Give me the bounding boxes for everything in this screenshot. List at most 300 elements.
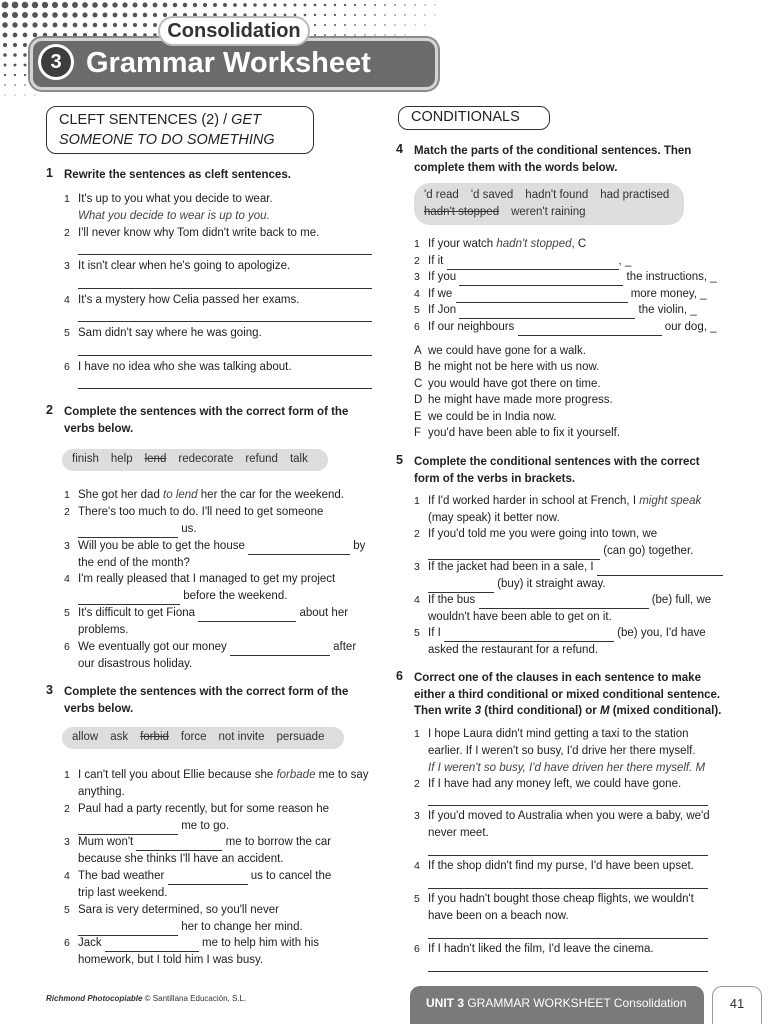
- word-option: weren't raining: [511, 206, 586, 218]
- halftone-dot: [143, 23, 147, 27]
- halftone-dot: [183, 3, 187, 7]
- halftone-dot: [384, 14, 386, 16]
- halftone-dot: [4, 94, 5, 95]
- unit-description: GRAMMAR WORKSHEET Consolidation: [464, 996, 687, 1010]
- halftone-dot: [344, 34, 346, 36]
- instruction-line: (mixed conditional).: [609, 705, 722, 717]
- item-text: have been on a beach now.: [428, 910, 569, 922]
- halftone-dot: [32, 12, 38, 18]
- exercise-instruction: [414, 670, 721, 720]
- answer-blank[interactable]: [248, 543, 350, 555]
- list-item: [414, 319, 734, 336]
- item-text: She got her dad: [78, 489, 164, 501]
- halftone-dot: [263, 3, 266, 6]
- item-text: If Jon: [428, 304, 457, 316]
- instruction-line: Match the parts of the conditional sentences. Then: [414, 145, 692, 157]
- list-item: [64, 325, 374, 342]
- item-number: 1: [414, 728, 420, 740]
- halftone-dot: [43, 33, 47, 37]
- halftone-dot: [334, 14, 336, 16]
- halftone-dot: [304, 14, 307, 17]
- word-option: allow: [72, 731, 99, 743]
- word-option: 'd read: [424, 189, 459, 201]
- item-text: It's a mystery how Celia passed her exams.: [78, 294, 300, 306]
- answer-line[interactable]: [78, 355, 372, 356]
- item-letter: D: [414, 394, 423, 406]
- halftone-dot: [424, 4, 425, 5]
- item-number: 4: [414, 594, 420, 606]
- halftone-dot: [103, 13, 108, 18]
- item-number: 5: [414, 627, 420, 639]
- word-option: had practised: [600, 189, 670, 201]
- item-text: I can't tell you about Ellie because she: [78, 769, 277, 781]
- item-number: 6: [64, 937, 70, 949]
- item-number: 4: [414, 860, 420, 872]
- answer-line[interactable]: [428, 938, 708, 939]
- halftone-dot: [73, 33, 77, 37]
- item-text: The bad weather: [78, 870, 165, 882]
- item-text: me to borrow the car: [222, 836, 332, 848]
- halftone-dot: [344, 24, 346, 26]
- halftone-dot: [354, 4, 356, 6]
- halftone-dot: [23, 43, 27, 47]
- halftone-dot: [193, 3, 197, 7]
- list-item: [64, 225, 374, 242]
- halftone-dot: [354, 24, 356, 26]
- item-number: 2: [414, 255, 420, 267]
- halftone-dot: [53, 23, 58, 28]
- item-number: 4: [64, 870, 70, 882]
- halftone-dot: [384, 34, 385, 35]
- list-item: [64, 359, 374, 376]
- list-item: [64, 639, 374, 673]
- halftone-dot: [394, 24, 395, 25]
- word-option-struck: hadn't stopped: [424, 206, 500, 218]
- section-heading-italic-1: GET: [231, 112, 261, 128]
- halftone-dot: [122, 2, 127, 7]
- instruction-line: (third conditional) or: [481, 705, 600, 717]
- item-text: the violin, _: [635, 304, 697, 316]
- halftone-dot: [273, 3, 276, 6]
- halftone-dot: [4, 84, 6, 86]
- instruction-line: either a third conditional or mixed conditional sentence.: [414, 688, 721, 701]
- halftone-dot: [33, 33, 38, 38]
- halftone-dot: [103, 23, 107, 27]
- list-item: [64, 571, 374, 605]
- halftone-dot: [113, 13, 118, 18]
- word-option-struck: lend: [144, 453, 167, 465]
- halftone-dot: [3, 53, 7, 57]
- answer-line[interactable]: [78, 288, 372, 289]
- item-text: If it: [428, 255, 444, 267]
- halftone-dot: [93, 33, 97, 37]
- list-item: [414, 359, 734, 376]
- halftone-dot: [123, 33, 127, 37]
- item-text: If the bus: [428, 594, 476, 606]
- item-text: we could have gone for a walk.: [428, 345, 586, 357]
- halftone-dot: [414, 4, 415, 5]
- item-text: anything.: [78, 786, 125, 798]
- answer-blank[interactable]: [230, 644, 330, 656]
- item-text: It's up to you what you decide to wear.: [78, 193, 273, 205]
- halftone-dot: [24, 94, 25, 95]
- example-answer: to lend: [163, 489, 198, 501]
- list-item: [64, 504, 374, 538]
- word-box: [62, 727, 344, 749]
- item-text: (may speak) it better now.: [428, 512, 560, 524]
- halftone-dot: [223, 3, 227, 7]
- item-text: (can go) together.: [600, 545, 694, 557]
- answer-blank[interactable]: [447, 258, 619, 270]
- halftone-dot: [394, 4, 396, 6]
- halftone-dot: [424, 24, 425, 25]
- instruction-italic: M: [599, 705, 610, 717]
- item-text: If I'd worked harder in school at French, I: [428, 495, 640, 507]
- halftone-dot: [12, 2, 19, 9]
- halftone-dot: [404, 24, 405, 25]
- answer-blank[interactable]: [428, 548, 600, 560]
- item-number: 3: [414, 271, 420, 283]
- list-item: [414, 858, 734, 875]
- halftone-dot: [22, 22, 27, 27]
- halftone-dot: [283, 3, 286, 6]
- item-text: If the shop didn't find my purse, I'd have been upset.: [428, 860, 694, 872]
- item-number: 2: [64, 227, 70, 239]
- item-text: We eventually got our money: [78, 641, 227, 653]
- halftone-dot: [344, 4, 346, 6]
- halftone-dot: [112, 2, 117, 7]
- exercise-number: 5: [396, 453, 403, 467]
- halftone-dot: [143, 33, 147, 37]
- halftone-dot: [384, 4, 386, 6]
- halftone-dot: [404, 14, 405, 15]
- halftone-dot: [93, 23, 98, 28]
- item-text: homework, but I told him I was busy.: [78, 954, 264, 966]
- item-text: asked the restaurant for a refund.: [428, 644, 599, 656]
- item-number: 1: [64, 489, 70, 501]
- halftone-dot: [364, 14, 366, 16]
- halftone-dot: [324, 4, 327, 7]
- item-text: me to help him with his: [198, 937, 320, 949]
- halftone-dot: [163, 3, 168, 8]
- word-option: force: [180, 731, 207, 743]
- item-text: her the car for the weekend.: [197, 489, 344, 501]
- halftone-dot: [334, 24, 336, 26]
- publisher-label: Richmond Photocopiable: [46, 994, 143, 1003]
- halftone-dot: [304, 4, 307, 7]
- item-text: more money, _: [627, 288, 707, 300]
- item-text: It isn't clear when he's going to apologize.: [78, 260, 291, 272]
- halftone-dot: [22, 12, 28, 18]
- item-number: 4: [64, 294, 70, 306]
- item-text: us to cancel the: [247, 870, 332, 882]
- halftone-dot: [14, 84, 16, 86]
- item-text: never meet.: [428, 827, 489, 839]
- halftone-dot: [143, 13, 147, 17]
- halftone-dot: [364, 4, 366, 6]
- halftone-dot: [12, 12, 18, 18]
- item-number: 2: [414, 528, 420, 540]
- answer-line[interactable]: [428, 805, 708, 806]
- list-item: [64, 767, 374, 801]
- page-number: 41: [712, 986, 762, 1024]
- item-text: before the weekend.: [180, 590, 288, 602]
- item-text: by: [350, 540, 366, 552]
- answer-line[interactable]: [78, 254, 372, 255]
- instruction-italic: 3: [474, 705, 482, 717]
- item-text: , _: [618, 255, 632, 267]
- instruction-line: Complete the sentences with the correct form of the: [64, 406, 349, 418]
- item-number: 2: [64, 803, 70, 815]
- halftone-dot: [354, 14, 356, 16]
- item-text: he might not be here with us now.: [428, 361, 600, 373]
- item-text: If I hadn't liked the film, I'd leave the cinema.: [428, 943, 654, 955]
- halftone-dot: [414, 14, 415, 15]
- halftone-dot: [424, 14, 425, 15]
- halftone-dot: [113, 23, 117, 27]
- list-item: [414, 808, 734, 842]
- item-text: Sam didn't say where he was going.: [78, 327, 262, 339]
- item-text: If you'd told me you were going into town, we: [428, 528, 658, 540]
- halftone-dot: [103, 33, 107, 37]
- halftone-dot: [324, 34, 326, 36]
- item-number: 2: [64, 506, 70, 518]
- halftone-dot: [153, 33, 156, 36]
- halftone-dot: [334, 34, 336, 36]
- answer-blank[interactable]: [198, 610, 296, 622]
- answer-blank[interactable]: [518, 324, 662, 336]
- list-item: [414, 425, 734, 442]
- item-text: because she thinks I'll have an accident.: [78, 853, 284, 865]
- item-text: the instructions, _: [623, 271, 717, 283]
- answer-blank[interactable]: [105, 940, 199, 952]
- exercise-number: 2: [46, 403, 53, 417]
- list-item: [414, 726, 734, 777]
- halftone-dot: [42, 2, 48, 8]
- halftone-dot: [53, 33, 57, 37]
- item-text: Will you be able to get the house: [78, 540, 245, 552]
- section-heading-italic-2: SOMEONE TO DO SOMETHING: [59, 132, 275, 148]
- example-answer: If I weren't so busy, I'd have driven her there myself. M: [428, 762, 706, 774]
- item-text: the end of the month?: [78, 557, 190, 569]
- item-text: us.: [178, 523, 197, 535]
- answer-blank[interactable]: [456, 291, 628, 303]
- item-number: 6: [64, 361, 70, 373]
- halftone-dot: [42, 22, 47, 27]
- halftone-dot: [52, 2, 58, 8]
- halftone-dot: [364, 24, 366, 26]
- halftone-dot: [314, 4, 317, 7]
- exercise-instruction: Rewrite the sentences as cleft sentences.: [64, 169, 291, 181]
- halftone-dot: [12, 22, 17, 27]
- halftone-dot: [404, 34, 405, 35]
- list-item: [414, 592, 734, 626]
- halftone-dot: [294, 4, 297, 7]
- item-number: 5: [64, 904, 70, 916]
- word-option: refund: [245, 453, 278, 465]
- answer-blank[interactable]: [428, 581, 494, 593]
- page-title: Grammar Worksheet: [86, 47, 371, 79]
- answer-line[interactable]: [428, 971, 708, 972]
- item-text: I have no idea who she was talking about.: [78, 361, 292, 373]
- item-text: trip last weekend.: [78, 887, 168, 899]
- instruction-line: Complete the sentences with the correct form of the: [64, 686, 349, 698]
- halftone-dot: [344, 14, 346, 16]
- answer-blank[interactable]: [78, 593, 180, 605]
- instruction-line: verbs below.: [64, 422, 134, 435]
- halftone-dot: [324, 24, 326, 26]
- example-answer: might speak: [639, 495, 702, 507]
- list-item: [64, 191, 374, 225]
- answer-line[interactable]: [78, 388, 372, 389]
- halftone-dot: [62, 2, 68, 8]
- halftone-dot: [133, 23, 137, 27]
- word-option: not invite: [218, 731, 265, 743]
- halftone-dot: [23, 53, 26, 56]
- item-number: 3: [64, 836, 70, 848]
- halftone-dot: [32, 2, 38, 8]
- word-option: talk: [289, 453, 308, 465]
- item-text: If I: [428, 627, 441, 639]
- halftone-dot: [253, 3, 257, 7]
- answer-blank[interactable]: [78, 924, 178, 936]
- item-number: 2: [414, 778, 420, 790]
- word-option: finish: [72, 453, 99, 465]
- halftone-dot: [2, 2, 9, 9]
- halftone-dot: [92, 2, 98, 8]
- item-number: 1: [414, 495, 420, 507]
- item-text: If you'd moved to Australia when you were a baby, we'd: [428, 810, 710, 822]
- list-item: [414, 302, 734, 319]
- halftone-dot: [92, 12, 97, 17]
- halftone-dot: [72, 2, 78, 8]
- halftone-dot: [132, 2, 137, 7]
- halftone-dot: [394, 14, 396, 16]
- item-text: me to say: [315, 769, 369, 781]
- item-letter: A: [414, 345, 422, 357]
- list-item: [64, 292, 374, 309]
- item-text: her to change her mind.: [178, 921, 303, 933]
- item-number: 5: [414, 893, 420, 905]
- item-text: wouldn't have been able to get on it.: [428, 611, 612, 623]
- list-item: [414, 392, 734, 409]
- halftone-dot: [153, 23, 157, 27]
- list-item: [414, 776, 734, 793]
- halftone-dot: [22, 2, 29, 9]
- consolidation-label: Consolidation: [158, 16, 310, 46]
- list-item: [414, 559, 734, 593]
- item-text: Mum won't: [78, 836, 134, 848]
- halftone-dot: [52, 12, 58, 18]
- halftone-dot: [14, 64, 17, 67]
- list-item: [414, 236, 734, 253]
- unit-number-badge: 3: [38, 44, 74, 80]
- item-number: 3: [414, 561, 420, 573]
- answer-line[interactable]: [428, 855, 708, 856]
- answer-blank[interactable]: [168, 873, 248, 885]
- item-text: earlier. If I weren't so busy, I'd drive her there myself.: [428, 745, 696, 757]
- halftone-dot: [213, 3, 217, 7]
- item-number: 1: [414, 238, 420, 250]
- halftone-dot: [3, 43, 7, 47]
- answer-blank[interactable]: [597, 564, 723, 576]
- answer-line[interactable]: [78, 321, 372, 322]
- section-heading-cleft: [46, 106, 314, 154]
- list-item: [414, 625, 734, 659]
- list-item: [64, 605, 374, 639]
- list-item: [414, 253, 734, 270]
- item-letter: C: [414, 378, 423, 390]
- halftone-dot: [334, 4, 336, 6]
- footer-unit-banner: [410, 986, 704, 1024]
- item-text: There's too much to do. I'll need to get someone: [78, 506, 324, 518]
- list-item: [64, 868, 374, 902]
- halftone-dot: [374, 4, 376, 6]
- halftone-dot: [42, 12, 48, 18]
- halftone-dot: [133, 13, 138, 18]
- list-item: [64, 935, 374, 969]
- halftone-dot: [384, 24, 385, 25]
- list-item: [64, 258, 374, 275]
- halftone-dot: [394, 34, 395, 35]
- item-number: 5: [64, 327, 70, 339]
- answer-blank[interactable]: [459, 307, 635, 319]
- exercise-number: 3: [46, 683, 53, 697]
- answer-blank[interactable]: [78, 823, 178, 835]
- list-item: [414, 286, 734, 303]
- halftone-dot: [102, 2, 107, 7]
- list-item: [414, 493, 734, 527]
- example-answer: What you decide to wear is up to you.: [78, 210, 270, 222]
- list-item: [414, 376, 734, 393]
- halftone-dot: [83, 33, 87, 37]
- item-text: It's difficult to get Fiona: [78, 607, 196, 619]
- item-number: 1: [64, 769, 70, 781]
- unit-label: UNIT 3: [426, 996, 465, 1010]
- halftone-dot: [314, 24, 316, 26]
- halftone-dot: [314, 34, 316, 36]
- answer-line[interactable]: [428, 888, 708, 889]
- item-number: 6: [414, 321, 420, 333]
- halftone-dot: [24, 84, 26, 86]
- halftone-dot: [434, 4, 435, 5]
- item-text: Sara is very determined, so you'll never: [78, 904, 279, 916]
- halftone-dot: [123, 23, 127, 27]
- item-number: 4: [414, 288, 420, 300]
- list-item: [414, 409, 734, 426]
- halftone-dot: [414, 24, 415, 25]
- halftone-dot: [63, 23, 68, 28]
- answer-blank[interactable]: [479, 597, 649, 609]
- halftone-dot: [14, 74, 16, 76]
- instruction-line: complete them with the words below.: [414, 161, 618, 174]
- halftone-dot: [13, 33, 18, 38]
- answer-blank[interactable]: [136, 839, 222, 851]
- answer-blank[interactable]: [459, 274, 623, 286]
- halftone-dot: [133, 33, 137, 37]
- exercise-instruction: [414, 143, 691, 176]
- answer-blank[interactable]: [444, 630, 614, 642]
- item-number: 4: [64, 573, 70, 585]
- item-text: I'm really pleased that I managed to get my project: [78, 573, 336, 585]
- item-letter: F: [414, 427, 422, 439]
- halftone-dot: [153, 3, 158, 8]
- answer-blank[interactable]: [78, 526, 178, 538]
- halftone-dot: [314, 14, 316, 16]
- halftone-dot: [173, 3, 178, 8]
- halftone-dot: [73, 23, 78, 28]
- halftone-dot: [13, 43, 17, 47]
